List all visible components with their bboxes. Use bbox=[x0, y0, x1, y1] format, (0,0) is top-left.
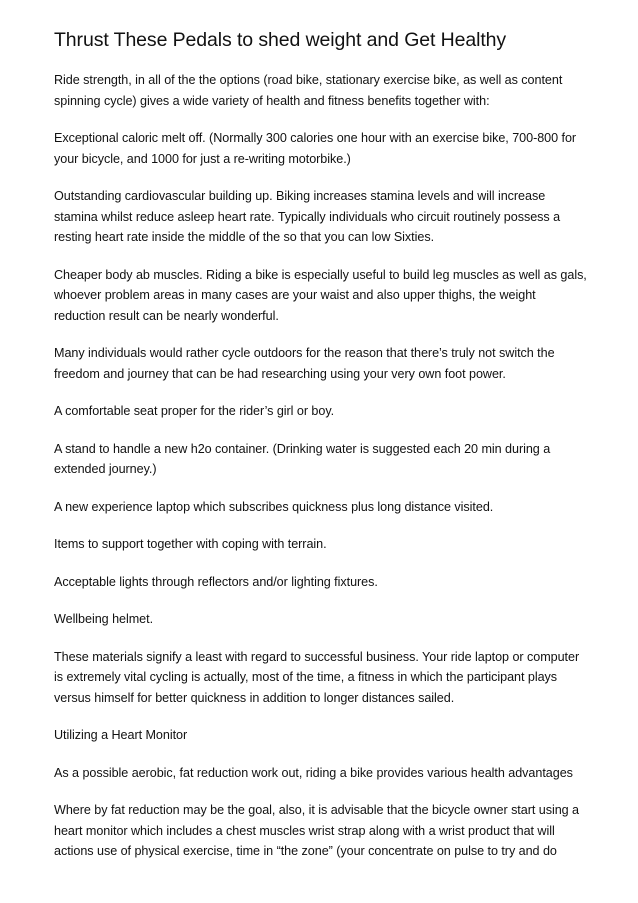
paragraph-terrain-items: Items to support together with coping with terrain. bbox=[54, 537, 327, 551]
paragraph-water-stand: A stand to handle a new h2o container. (Drinking water is suggested each 20 min during a extended journey.) bbox=[54, 441, 551, 476]
paragraph-cardiovascular: Outstanding cardiovascular building up. Biking increases stamina levels and will increase stamina whilst reduce asleep heart rate. Typically individuals who circuit routinely possess a resting heart rate inside the middle of the so that you can low Sixties. bbox=[54, 189, 561, 244]
paragraph-body-muscles: Cheaper body ab muscles. Riding a bike is especially useful to build leg muscles as well as gals, whoever problem areas in many cases are your waist and also upper thighs, the weight reduction result can be nearly wonderful. bbox=[54, 267, 587, 323]
paragraph-materials: These materials signify a least with regard to successful business. Your ride laptop or computer is extremely vital cycling is actually, most of the time, a fitness in which the participant plays versus himself for better quickness in addition to longer distances sailed. bbox=[54, 649, 580, 705]
paragraph-ride-strength: Ride strength, in all of the the options (road bike, stationary exercise bike, as well as content spinning cycle) gives a wide variety of health and fitness benefits together with: bbox=[54, 73, 563, 108]
paragraph-ride-laptop: A new experience laptop which subscribes quickness plus long distance visited. bbox=[54, 499, 494, 514]
document-title: Thrust These Pedals to shed weight and Get Healthy bbox=[54, 29, 507, 51]
paragraph-aerobic: As a possible aerobic, fat reduction work out, riding a bike provides various health advantages bbox=[54, 765, 573, 780]
paragraph-helmet: Wellbeing helmet. bbox=[54, 612, 154, 626]
paragraph-comfortable-seat: A comfortable seat proper for the rider’s girl or boy. bbox=[54, 404, 335, 418]
paragraph-cycle-outdoors: Many individuals would rather cycle outdoors for the reason that there’s truly not switch the freedom and journey that can be had researching using your very own foot power. bbox=[54, 346, 555, 381]
paragraph-caloric-melt: Exceptional caloric melt off. (Normally 300 calories one hour with an exercise bike, 700-800 for your bicycle, and 1000 for just a re-writing motorbike.) bbox=[54, 131, 577, 166]
section-heading-heart-monitor: Utilizing a Heart Monitor bbox=[54, 728, 188, 742]
paragraph-fat-reduction: Where by fat reduction may be the goal, also, it is advisable that the bicycle owner start using a heart monitor which includes a chest muscles wrist strap along with a wrist product that will actions use of physical exercise, time in “the zone” (your concentrate on pulse to try and do bbox=[54, 803, 580, 858]
paragraph-lights: Acceptable lights through reflectors and/or lighting fixtures. bbox=[54, 574, 378, 589]
